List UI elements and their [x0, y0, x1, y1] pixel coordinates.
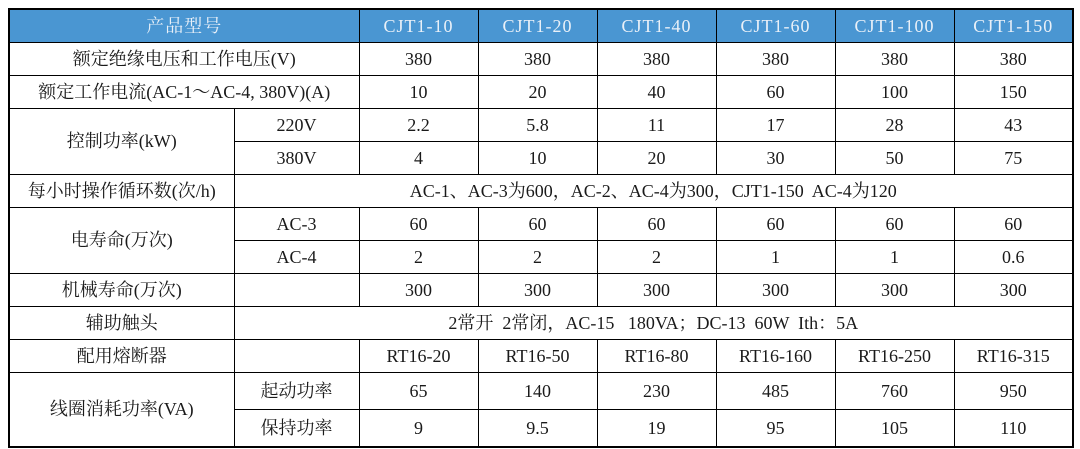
sub-label: 380V: [234, 142, 359, 175]
row-label: 电寿命(万次): [9, 208, 234, 274]
table-row: [9, 373, 1073, 410]
row-label: 额定工作电流(AC-1～AC-4, 380V)(A): [9, 76, 359, 109]
cell: 60: [478, 208, 597, 241]
cell: 1: [835, 241, 954, 274]
cell: 30: [716, 142, 835, 175]
sub-label: 保持功率: [234, 410, 359, 448]
cell: 43: [954, 109, 1073, 142]
cell: 760: [835, 373, 954, 410]
row-label: 每小时操作循环数(次/h): [9, 175, 234, 208]
cell: 380: [716, 43, 835, 76]
cell: 10: [478, 142, 597, 175]
cell: 380: [478, 43, 597, 76]
cell: 11: [597, 109, 716, 142]
sub-label: 起动功率: [234, 373, 359, 410]
cell: 105: [835, 410, 954, 448]
cell: 2: [359, 241, 478, 274]
table-row: [9, 175, 1073, 208]
cell: 2.2: [359, 109, 478, 142]
sub-label: AC-4: [234, 241, 359, 274]
cell: 28: [835, 109, 954, 142]
cell: 60: [716, 76, 835, 109]
cell: RT16-315: [954, 340, 1073, 373]
row-label: 额定绝缘电压和工作电压(V): [9, 43, 359, 76]
cell: 20: [597, 142, 716, 175]
cell: 2: [478, 241, 597, 274]
sub-label: [234, 274, 359, 307]
cell: 380: [597, 43, 716, 76]
model-header: CJT1-100: [835, 9, 954, 43]
spec-table: [8, 8, 1074, 448]
model-header: CJT1-10: [359, 9, 478, 43]
cell: 4: [359, 142, 478, 175]
cell: 300: [954, 274, 1073, 307]
cell: RT16-160: [716, 340, 835, 373]
cell: 150: [954, 76, 1073, 109]
cell: 300: [835, 274, 954, 307]
table-row: [9, 76, 1073, 109]
cell: RT16-250: [835, 340, 954, 373]
row-label: 辅助触头: [9, 307, 234, 340]
cell: 60: [835, 208, 954, 241]
header-row: [9, 9, 1073, 43]
row-label: 机械寿命(万次): [9, 274, 234, 307]
cell: 0.6: [954, 241, 1073, 274]
cell: 300: [597, 274, 716, 307]
table-row: [9, 43, 1073, 76]
cell: 95: [716, 410, 835, 448]
row-label: 控制功率(kW): [9, 109, 234, 175]
table-row: [9, 307, 1073, 340]
table-row: [9, 208, 1073, 241]
product-model-header: 产品型号: [9, 9, 359, 43]
cell: RT16-20: [359, 340, 478, 373]
cell: 380: [359, 43, 478, 76]
cell: 60: [716, 208, 835, 241]
model-header: CJT1-20: [478, 9, 597, 43]
cell: 380: [954, 43, 1073, 76]
cell: 9.5: [478, 410, 597, 448]
cell: 380: [835, 43, 954, 76]
cell: 10: [359, 76, 478, 109]
cell: 485: [716, 373, 835, 410]
cell: 100: [835, 76, 954, 109]
model-header: CJT1-40: [597, 9, 716, 43]
cell: 65: [359, 373, 478, 410]
table-row: [9, 274, 1073, 307]
row-label: 线圈消耗功率(VA): [9, 373, 234, 448]
merged-cell: AC-1、AC-3为600，AC-2、AC-4为300，CJT1-150 AC-4为120: [234, 175, 1073, 208]
cell: RT16-80: [597, 340, 716, 373]
cell: 60: [597, 208, 716, 241]
cell: 300: [478, 274, 597, 307]
table-row: [9, 340, 1073, 373]
sub-label: AC-3: [234, 208, 359, 241]
sub-label: 220V: [234, 109, 359, 142]
cell: 20: [478, 76, 597, 109]
row-label: 配用熔断器: [9, 340, 234, 373]
model-header: CJT1-60: [716, 9, 835, 43]
cell: 40: [597, 76, 716, 109]
cell: 2: [597, 241, 716, 274]
cell: 9: [359, 410, 478, 448]
cell: 19: [597, 410, 716, 448]
cell: 140: [478, 373, 597, 410]
cell: 75: [954, 142, 1073, 175]
cell: 300: [359, 274, 478, 307]
cell: 60: [954, 208, 1073, 241]
cell: 230: [597, 373, 716, 410]
cell: 1: [716, 241, 835, 274]
merged-cell: 2常开 2常闭，AC-15 180VA；DC-13 60W Ith：5A: [234, 307, 1073, 340]
cell: 110: [954, 410, 1073, 448]
table-row: [9, 109, 1073, 142]
cell: 50: [835, 142, 954, 175]
cell: RT16-50: [478, 340, 597, 373]
cell: 300: [716, 274, 835, 307]
cell: 60: [359, 208, 478, 241]
cell: 5.8: [478, 109, 597, 142]
sub-label: [234, 340, 359, 373]
cell: 950: [954, 373, 1073, 410]
model-header: CJT1-150: [954, 9, 1073, 43]
cell: 17: [716, 109, 835, 142]
